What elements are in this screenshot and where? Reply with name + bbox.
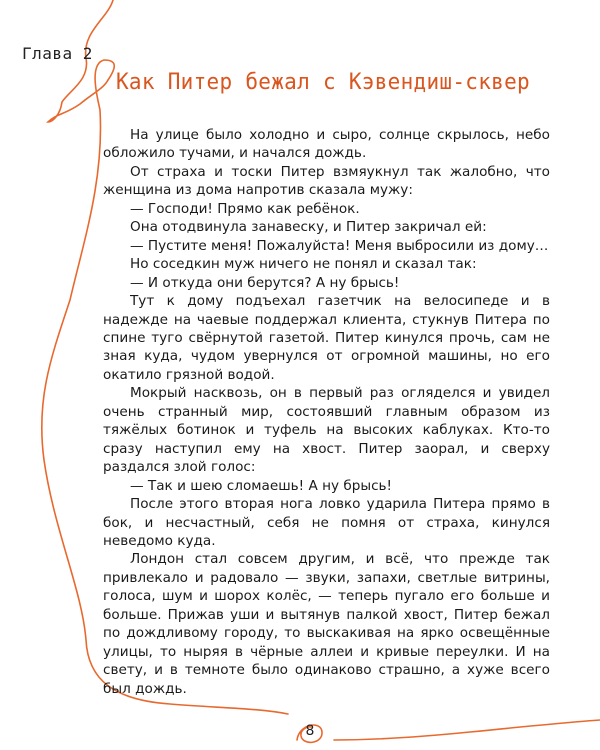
paragraph-8: Тут к дому подъехал газетчик на велосипеде и в надежде на чаевые поддержал клиента, стукнув Питера по спине туго свёрнутой газетой. Питер кинулся прочь, сам не зная куда, чудом увернулся от огромной машины, но его окатило грязной водой. [103,293,550,383]
paragraph-1: На улице было холодно и сыро, солнце скрылось, небо обложило тучами, и начался дождь. [103,127,550,162]
paragraph-3: — Господи! Прямо как ребёнок. [130,200,360,217]
paragraph-4: Она отодвинула занавеску, и Питер закричал ей: [130,219,487,236]
paragraph-11: После этого вторая нога ловко ударила Питера прямо в бок, и несчастный, себя не помня от страха, кинулся неведомо куда. [103,496,550,549]
chapter-label: Глава 2 [22,44,93,63]
paragraph-6: Но соседкин муж ничего не понял и сказал так: [130,256,477,273]
chapter-body [103,126,550,698]
page-number: 8 [305,723,315,739]
page-number-badge [295,716,325,746]
paragraph-5: — Пустите меня! Пожалуйста! Меня выбросили из дому… [130,237,549,254]
paragraph-7: — И откуда они берутся? А ну брысь! [130,274,400,291]
paragraph-10: — Так и шею сломаешь! А ну брысь! [130,477,393,494]
chapter-title: Как Питер бежал с Кэвендиш-сквер [116,70,530,95]
paragraph-12: Лондон стал совсем другим, и всё, что прежде так привлекало и радовало — звуки, запахи, светлые витрины, голоса, шум и шорох колёс, — теперь пугало его больше и больше. Прижав уши и вытянув палкой хвост, Питер бежал по дождливому городу, то выскакивая на ярко освещённые улицы, то ныряя в чёрные аллеи и кривые переулки. И на свету, и в темноте было одинаково страшно, а хуже всего был дождь. [103,551,550,697]
paragraph-2: От страха и тоски Питер взмяукнул так жалобно, что женщина из дома напротив сказала мужу: [103,163,550,199]
paragraph-9: Мокрый насквозь, он в первый раз огляделся и увидел очень странный мир, состоявший главным образом из тяжёлых ботинок и туфель на высоких каблуках. Кто-то сразу наступил ему на хвост. Питер заорал, и сверху раздался злой голос: [103,385,550,476]
thread-path-tail [334,720,600,740]
